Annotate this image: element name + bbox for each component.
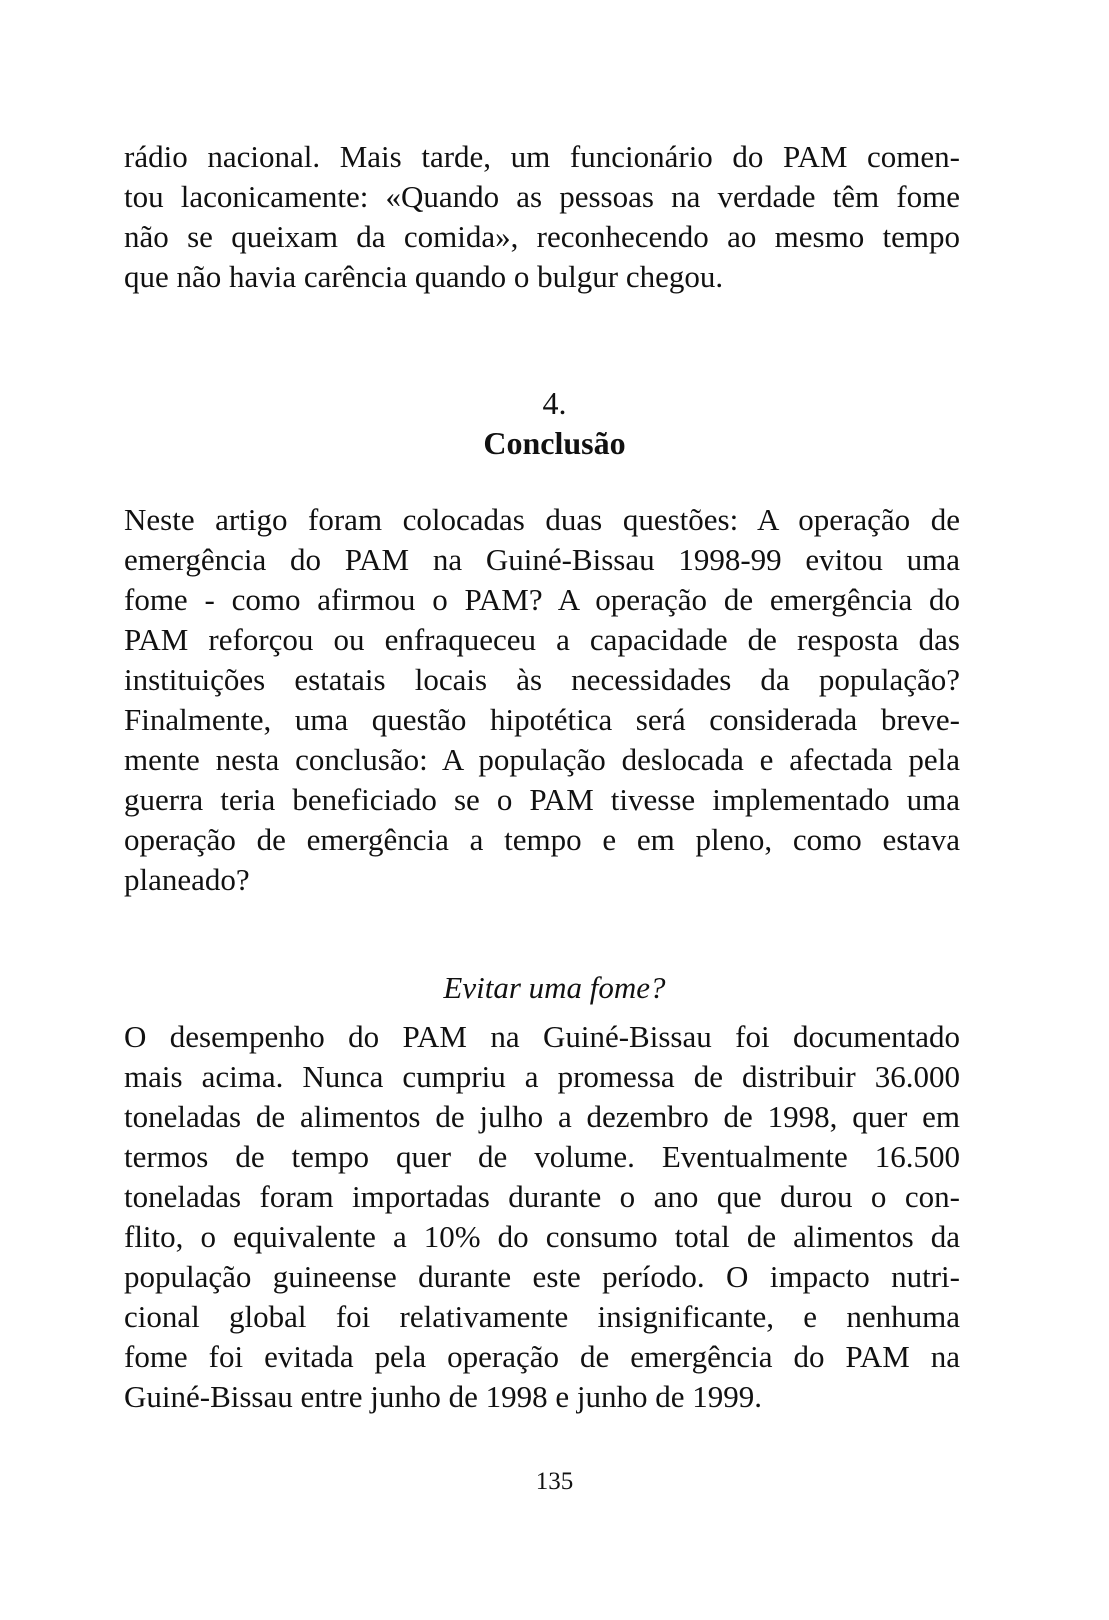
text-line: mais acima. Nunca cumpriu a promessa de distribuir 36.000 bbox=[124, 1059, 960, 1094]
subsection-title: Evitar uma fome? bbox=[443, 970, 666, 1005]
text-line: PAM reforçou ou enfraqueceu a capacidade de resposta das bbox=[124, 622, 960, 657]
text-line: tou laconicamente: «Quando as pessoas na verdade têm fome bbox=[124, 179, 960, 214]
text-line: toneladas foram importadas durante o ano que durou o con- bbox=[124, 1179, 960, 1214]
text-line: rádio nacional. Mais tarde, um funcionário do PAM comen- bbox=[124, 139, 960, 174]
text-line: fome foi evitada pela operação de emergência do PAM na bbox=[124, 1339, 960, 1374]
text-line: planeado? bbox=[124, 862, 250, 897]
text-line: Neste artigo foram colocadas duas questões: A operação de bbox=[124, 502, 960, 537]
text-line: mente nesta conclusão: A população deslocada e afectada pela bbox=[124, 742, 960, 777]
text-line: instituições estatais locais às necessidades da população? bbox=[124, 662, 960, 697]
text-line: que não havia carência quando o bulgur chegou. bbox=[124, 259, 724, 294]
text-line: fome - como afirmou o PAM? A operação de emergência do bbox=[124, 582, 960, 617]
page-number: 135 bbox=[535, 1468, 574, 1495]
text-line: emergência do PAM na Guiné-Bissau 1998-99 evitou uma bbox=[124, 542, 960, 577]
text-line: cional global foi relativamente insignificante, e nenhuma bbox=[124, 1299, 960, 1334]
text-line: operação de emergência a tempo e em pleno, como estava bbox=[124, 822, 960, 857]
section-title: Conclusão bbox=[483, 425, 626, 461]
section-number: 4. bbox=[542, 385, 567, 421]
text-line: toneladas de alimentos de julho a dezembro de 1998, quer em bbox=[124, 1099, 960, 1134]
text-line: guerra teria beneficiado se o PAM tivesse implementado uma bbox=[124, 782, 960, 817]
text-line: Finalmente, uma questão hipotética será considerada breve- bbox=[124, 702, 960, 737]
text-line: não se queixam da comida», reconhecendo ao mesmo tempo bbox=[124, 219, 960, 254]
text-line: termos de tempo quer de volume. Eventualmente 16.500 bbox=[124, 1139, 960, 1174]
text-line: flito, o equivalente a 10% do consumo total de alimentos da bbox=[124, 1219, 960, 1254]
text-line: população guineense durante este período. O impacto nutri- bbox=[124, 1259, 960, 1294]
text-line: O desempenho do PAM na Guiné-Bissau foi documentado bbox=[124, 1019, 960, 1054]
text-line: Guiné-Bissau entre junho de 1998 e junho de 1999. bbox=[124, 1379, 762, 1414]
